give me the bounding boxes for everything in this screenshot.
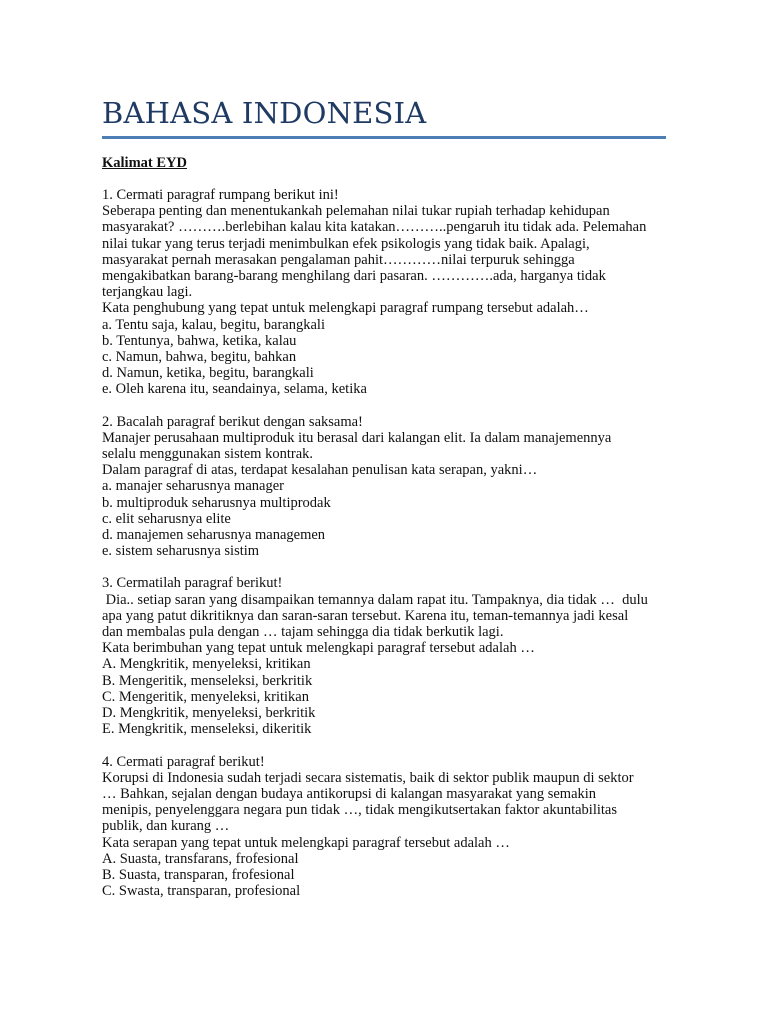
question-text-line: dan membalas pula dengan … tajam sehingga dia tidak berkutik lagi. [102,624,504,641]
answer-option: C. Swasta, transparan, profesional [102,883,301,900]
section-subtitle: Kalimat EYD [102,155,187,171]
answer-option: B. Suasta, transparan, frofesional [102,866,295,883]
question-text-line: Korupsi di Indonesia sudah terjadi secara sistematis, baik di sektor publik maupun di sektor [102,769,634,786]
question-prompt: Kata penghubung yang tepat untuk melengkapi paragraf rumpang tersebut adalah… [102,300,589,317]
answer-option: b. multiproduk seharusnya multiprodak [102,494,331,511]
question-prompt: Kata berimbuhan yang tepat untuk melengkapi paragraf tersebut adalah … [102,640,535,657]
answer-option: d. manajemen seharusnya managemen [102,527,326,544]
question-text-line: Dia.. setiap saran yang disampaikan temannya dalam rapat itu. Tampaknya, dia tidak … dulu [102,591,648,608]
answer-option: e. Oleh karena itu, seandainya, selama, ketika [102,381,367,398]
answer-option: e. sistem seharusnya sistim [102,543,260,560]
title-underline-rule [102,136,666,139]
question-text-line: apa yang patut dikritiknya dan saran-saran tersebut. Karena itu, teman-temannya jadi kesal [102,607,629,624]
answer-option: d. Namun, ketika, begitu, barangkali [102,365,314,382]
question-text-line: 1. Cermati paragraf rumpang berikut ini! [102,187,339,203]
question-prompt: Dalam paragraf di atas, terdapat kesalahan penulisan kata serapan, yakni… [102,462,538,479]
question-text-line: publik, dan kurang … [102,818,230,835]
question-4 [102,754,668,900]
answer-option: a. Tentu saja, kalau, begitu, barangkali [102,316,325,333]
question-text-line: … Bahkan, sejalan dengan budaya antikorupsi di kalangan masyarakat yang semakin [102,785,597,802]
answer-option: B. Mengeritik, menseleksi, berkritik [102,672,313,689]
question-prompt: Kata serapan yang tepat untuk melengkapi paragraf tersebut adalah … [102,834,510,851]
question-2 [102,414,668,560]
answer-option: A. Suasta, transfarans, frofesional [102,850,299,867]
document-body [102,187,668,915]
question-1 [102,187,668,398]
question-3 [102,575,668,737]
question-text-line: masyarakat pernah merasakan pengalaman pahit…………nilai terpuruk sehingga [102,251,575,268]
question-text-line: masyarakat? ……….berlebihan kalau kita katakan………..pengaruh itu tidak ada. Pelemahan [102,219,647,236]
answer-option: c. Namun, bahwa, begitu, bahkan [102,349,297,366]
question-text-line: Manajer perusahaan multiproduk itu berasal dari kalangan elit. Ia dalam manajemennya [102,429,612,446]
answer-option: D. Mengkritik, menyeleksi, berkritik [102,705,316,722]
question-text-line: selalu menggunakan sistem kontrak. [102,446,314,463]
answer-option: c. elit seharusnya elite [102,510,231,527]
document-title: BAHASA INDONESIA [102,96,427,130]
answer-option: E. Mengkritik, menseleksi, dikeritik [102,721,312,738]
question-text-line: 4. Cermati paragraf berikut! [102,753,265,770]
question-text-line: Seberapa penting dan menentukankah pelemahan nilai tukar rupiah terhadap kehidupan [102,203,610,220]
question-text-line: nilai tukar yang terus terjadi menimbulkan efek psikologis yang tidak baik. Apalagi, [102,235,590,252]
question-text-line: 2. Bacalah paragraf berikut dengan saksama! [102,413,363,430]
answer-option: C. Mengeritik, menyeleksi, kritikan [102,688,309,705]
answer-option: b. Tentunya, bahwa, ketika, kalau [102,332,297,349]
answer-option: A. Mengkritik, menyeleksi, kritikan [102,656,311,673]
question-text-line: menipis, penyelenggara negara pun tidak …, tidak mengikutsertakan faktor akuntabilitas [102,802,617,819]
question-text-line: terjangkau lagi. [102,284,193,301]
question-text-line: mengakibatkan barang-barang menghilang dari pasaran. ………….ada, harganya tidak [102,268,606,285]
answer-option: a. manajer seharusnya manager [102,478,284,495]
question-text-line: 3. Cermatilah paragraf berikut! [102,575,283,592]
